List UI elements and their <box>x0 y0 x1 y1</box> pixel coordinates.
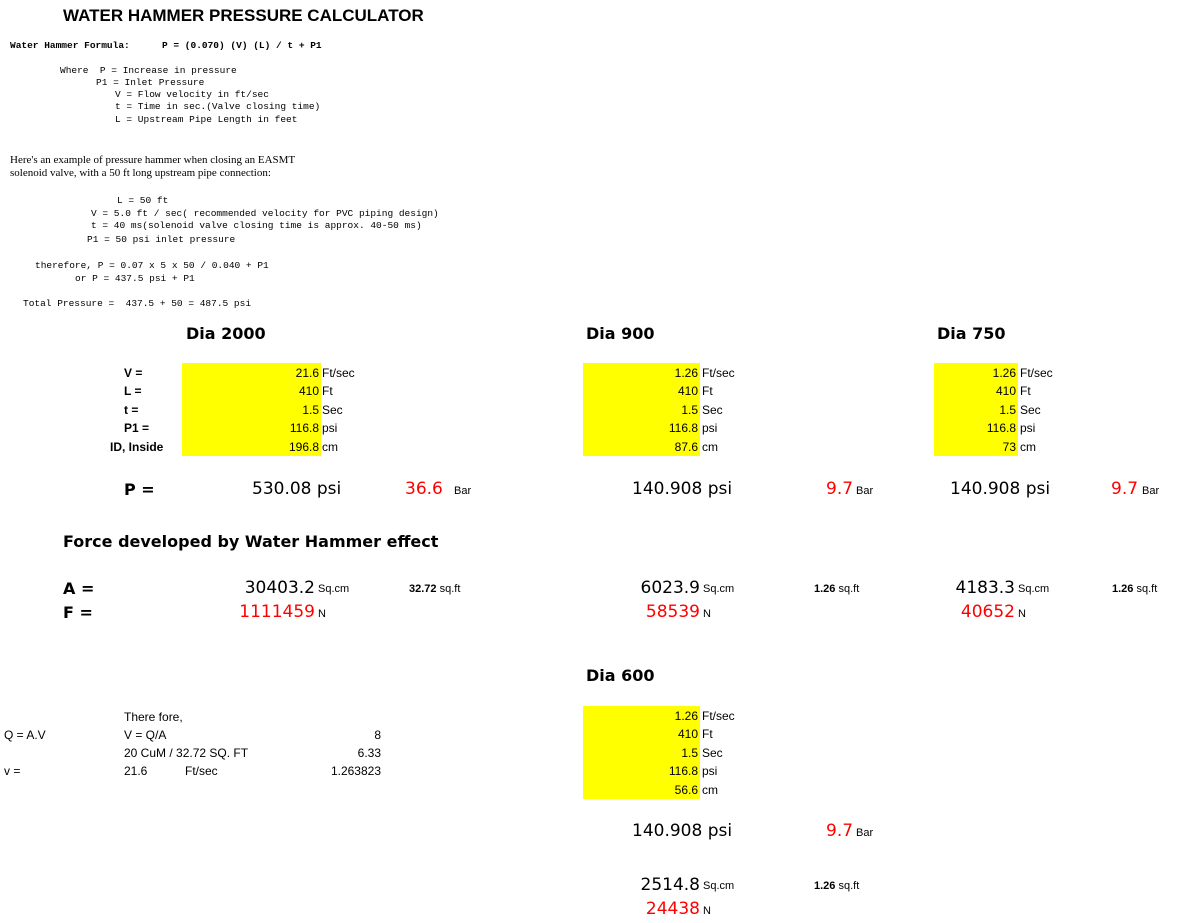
dia-750-t-value[interactable]: 1.5 <box>999 403 1016 417</box>
dia-900-v-unit: Ft/sec <box>702 366 735 380</box>
dia-750-sqft-unit: sq.ft <box>1136 583 1158 595</box>
therefore-line-1: therefore, P = 0.07 x 5 x 50 / 0.040 + P1 <box>35 260 269 271</box>
dia-2000-bar-unit: Bar <box>454 485 472 497</box>
dia-750-force-unit: N <box>1018 608 1026 620</box>
dia-900-t-unit: Sec <box>702 403 723 417</box>
dia-900-v-value[interactable]: 1.26 <box>674 366 698 380</box>
dia-900-p-result: 140.908 psi <box>632 479 733 499</box>
calc-therefore: There fore, <box>124 710 183 724</box>
dia-750-l-unit: Ft <box>1020 384 1031 398</box>
dia-600-l-value[interactable]: 410 <box>677 727 698 741</box>
dia-600-p1-value[interactable]: 116.8 <box>668 764 698 778</box>
calc-cum-value: 6.33 <box>357 746 381 760</box>
therefore-line-2: or P = 437.5 psi + P1 <box>75 273 195 284</box>
dia-750-force-value: 40652 <box>960 602 1015 622</box>
dia-2000-p1-value[interactable]: 116.8 <box>289 421 319 435</box>
dia-600-bar-unit: Bar <box>856 827 874 839</box>
where-line-4: t = Time in sec.(Valve closing time) <box>115 101 321 112</box>
dia-2000-area-value: 30403.2 <box>244 578 315 598</box>
example-line-4: P1 = 50 psi inlet pressure <box>87 234 236 245</box>
dia-2000-force-unit: N <box>318 608 326 620</box>
label-a: A = <box>63 579 95 598</box>
dia-750-area-unit: Sq.cm <box>1018 583 1050 595</box>
dia-600-l-unit: Ft <box>702 727 713 741</box>
dia-900-id-unit: cm <box>702 440 718 454</box>
example-intro-1: Here's an example of pressure hammer when closing an EASMT <box>10 154 296 166</box>
dia-750-p-result: 140.908 psi <box>950 479 1051 499</box>
dia-2000-area-unit: Sq.cm <box>318 583 350 595</box>
dia-2000-id-value[interactable]: 196.8 <box>288 440 319 454</box>
force-section-title: Force developed by Water Hammer effect <box>63 532 439 551</box>
dia-2000-p-result: 530.08 psi <box>252 479 342 499</box>
dia-900-area-value: 6023.9 <box>640 578 700 598</box>
dia-600-force-unit: N <box>703 905 711 917</box>
dia-900-p1-value[interactable]: 116.8 <box>668 421 698 435</box>
label-id-inside: ID, Inside <box>110 440 164 454</box>
dia-2000-t-unit: Sec <box>322 403 343 417</box>
dia-2000-bar-value: 36.6 <box>405 479 443 499</box>
dia-750-v-value[interactable]: 1.26 <box>992 366 1016 380</box>
dia-2000-v-unit: Ft/sec <box>322 366 355 380</box>
example-line-2: V = 5.0 ft / sec( recommended velocity for PVC piping design) <box>91 208 439 219</box>
dia-600-id-value[interactable]: 56.6 <box>674 783 698 797</box>
dia-600-area-value: 2514.8 <box>640 875 700 895</box>
dia-600-title: Dia 600 <box>586 666 655 685</box>
dia-2000-t-value[interactable]: 1.5 <box>302 403 319 417</box>
dia-600-sqft-value: 1.26 <box>814 880 836 892</box>
calc-v-result: 1.263823 <box>330 764 381 778</box>
label-t: t = <box>124 403 139 417</box>
dia-900-force-value: 58539 <box>645 602 700 622</box>
calc-v-equation-value: 8 <box>374 728 381 742</box>
dia-600-bar-value: 9.7 <box>826 821 854 841</box>
dia-750-p1-value[interactable]: 116.8 <box>986 421 1016 435</box>
dia-750-v-unit: Ft/sec <box>1020 366 1053 380</box>
example-line-1: L = 50 ft <box>117 195 169 206</box>
dia-750-id-unit: cm <box>1020 440 1036 454</box>
dia-750-area-value: 4183.3 <box>955 578 1015 598</box>
where-line-3: V = Flow velocity in ft/sec <box>115 89 269 100</box>
dia-750-bar-value: 9.7 <box>1111 479 1139 499</box>
dia-750-l-value[interactable]: 410 <box>995 384 1016 398</box>
dia-900-area-unit: Sq.cm <box>703 583 735 595</box>
dia-2000-title: Dia 2000 <box>186 324 266 343</box>
dia-600-area-unit: Sq.cm <box>703 880 735 892</box>
dia-900-t-value[interactable]: 1.5 <box>681 403 698 417</box>
calc-cum-line: 20 CuM / 32.72 SQ. FT <box>124 746 249 760</box>
calc-q-equation: Q = A.V <box>4 728 46 742</box>
where-line-1: Where P = Increase in pressure <box>60 65 237 76</box>
where-line-2: P1 = Inlet Pressure <box>96 77 205 88</box>
dia-600-p1-unit: psi <box>702 764 718 778</box>
dia-900-p1-unit: psi <box>702 421 718 435</box>
dia-2000-l-unit: Ft <box>322 384 333 398</box>
dia-2000-v-value[interactable]: 21.6 <box>295 366 319 380</box>
dia-900-bar-value: 9.7 <box>826 479 854 499</box>
page-title: WATER HAMMER PRESSURE CALCULATOR <box>63 6 424 25</box>
dia-600-t-value[interactable]: 1.5 <box>681 746 698 760</box>
dia-600-sqft-unit: sq.ft <box>838 880 860 892</box>
total-pressure-line: Total Pressure = 437.5 + 50 = 487.5 psi <box>23 298 252 309</box>
dia-900-l-unit: Ft <box>702 384 713 398</box>
label-v: V = <box>124 366 143 380</box>
dia-750-t-unit: Sec <box>1020 403 1041 417</box>
example-intro-2: solenoid valve, with a 50 ft long upstream pipe connection: <box>10 167 271 179</box>
dia-900-bar-unit: Bar <box>856 485 874 497</box>
calc-v-equation: V = Q/A <box>124 728 167 742</box>
dia-900-sqft-value: 1.26 <box>814 583 836 595</box>
formula-expression: P = (0.070) (V) (L) / t + P1 <box>162 40 322 51</box>
dia-750-sqft-value: 1.26 <box>1112 583 1134 595</box>
formula-label: Water Hammer Formula: <box>10 40 130 51</box>
dia-2000-id-unit: cm <box>322 440 338 454</box>
dia-2000-sqft-unit: sq.ft <box>439 583 461 595</box>
calc-v-unit: Ft/sec <box>185 764 218 778</box>
dia-750-bar-unit: Bar <box>1142 485 1160 497</box>
dia-750-p1-unit: psi <box>1020 421 1036 435</box>
label-p: P = <box>124 480 155 499</box>
dia-2000-force-value: 1111459 <box>239 602 315 622</box>
label-f: F = <box>63 603 93 622</box>
example-line-3: t = 40 ms(solenoid valve closing time is approx. 40-50 ms) <box>91 220 422 231</box>
dia-900-id-value[interactable]: 87.6 <box>674 440 698 454</box>
calc-v-label: v = <box>4 764 21 778</box>
dia-600-v-unit: Ft/sec <box>702 709 735 723</box>
dia-600-p-result: 140.908 psi <box>632 821 733 841</box>
dia-750-id-value[interactable]: 73 <box>1002 440 1016 454</box>
where-line-5: L = Upstream Pipe Length in feet <box>115 114 298 125</box>
label-p1: P1 = <box>124 421 150 435</box>
dia-900-l-value[interactable]: 410 <box>677 384 698 398</box>
dia-600-force-value: 24438 <box>645 899 700 919</box>
dia-2000-sqft-value: 32.72 <box>409 583 437 595</box>
dia-900-force-unit: N <box>703 608 711 620</box>
dia-2000-p1-unit: psi <box>322 421 338 435</box>
dia-900-sqft-unit: sq.ft <box>838 583 860 595</box>
dia-600-id-unit: cm <box>702 783 718 797</box>
dia-750-title: Dia 750 <box>937 324 1006 343</box>
dia-2000-l-value[interactable]: 410 <box>298 384 319 398</box>
dia-600-v-value[interactable]: 1.26 <box>674 709 698 723</box>
label-l: L = <box>124 384 142 398</box>
calc-v-value: 21.6 <box>124 764 148 778</box>
dia-900-title: Dia 900 <box>586 324 655 343</box>
dia-600-t-unit: Sec <box>702 746 723 760</box>
